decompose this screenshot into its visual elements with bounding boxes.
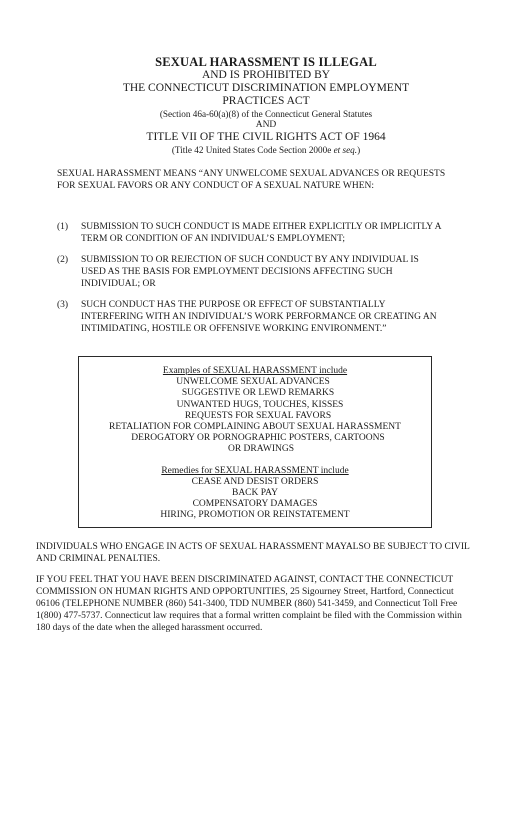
list-item-number: (3)	[57, 300, 69, 310]
list-item-number: (1)	[57, 222, 69, 232]
list-item-text: SUBMISSION TO OR REJECTION OF SUCH CONDUCT BY ANY INDIVIDUAL IS USED AS THE BASIS FOR EMPLOYMENT DECISIONS AFFECTING SUCH INDIVIDUAL; OR	[81, 255, 419, 289]
list-item-text: SUCH CONDUCT HAS THE PURPOSE OR EFFECT OF SUBSTANTIALLY INTERFERING WITH AN INDIVIDUAL’S WORK PERFORMANCE OR CREATING AN INTIMIDATING, HOSTILE OR OFFENSIVE WORKING ENVIRONMENT.”	[81, 300, 437, 334]
header-line-act-name: THE CONNECTICUT DISCRIMINATION EMPLOYMENT	[122, 82, 410, 94]
list-item	[57, 221, 467, 245]
poster-header	[60, 56, 472, 156]
example-item: UNWANTED HUGS, TOUCHES, KISSES	[176, 399, 344, 410]
example-item: DEROGATORY OR PORNOGRAPHIC POSTERS, CARTOONS	[131, 433, 385, 444]
list-item-number: (2)	[57, 255, 69, 265]
remedy-item: CEASE AND DESIST ORDERS	[191, 476, 319, 487]
examples-heading: Examples of SEXUAL HARASSMENT include	[162, 366, 348, 376]
header-line-and: AND	[255, 120, 277, 130]
header-line-prohibited: AND IS PROHIBITED BY	[201, 69, 331, 81]
header-line-title-vii: TITLE VII OF THE CIVIL RIGHTS ACT OF 1964	[146, 131, 386, 143]
penalties-paragraph: INDIVIDUALS WHO ENGAGE IN ACTS OF SEXUAL HARASSMENT MAYALSO BE SUBJECT TO CIVIL AND CRIMINAL PENALTIES.	[36, 542, 470, 564]
example-item: SUGGESTIVE OR LEWD REMARKS	[181, 388, 335, 399]
remedies-heading: Remedies for SEXUAL HARASSMENT include	[161, 465, 349, 476]
list-item	[57, 254, 467, 290]
definition-paragraph: SEXUAL HARASSMENT MEANS “ANY UNWELCOME SEXUAL ADVANCES OR REQUESTS FOR SEXUAL FAVORS OR ANY CONDUCT OF A SEXUAL NATURE WHEN:	[57, 169, 446, 191]
list-item-text: SUBMISSION TO SUCH CONDUCT IS MADE EITHER EXPLICITLY OR IMPLICITLY A TERM OR CONDITION OF AN INDIVIDUAL’S EMPLOYMENT;	[81, 222, 441, 244]
usc-prefix: (Title 42 United States Code Section 2000e	[171, 145, 334, 155]
remedy-item: COMPENSATORY DAMAGES	[192, 499, 318, 510]
box-spacer	[79, 456, 431, 466]
remedy-item: BACK PAY	[231, 488, 279, 499]
remedy-item: HIRING, PROMOTION OR REINSTATEMENT	[160, 510, 350, 521]
usc-italic: et seq.	[333, 145, 358, 155]
header-line-usc	[60, 144, 472, 156]
example-item: UNWELCOME SEXUAL ADVANCES	[176, 377, 330, 388]
example-item: OR DRAWINGS	[227, 444, 294, 455]
example-item: RETALIATION FOR COMPLAINING ABOUT SEXUAL HARASSMENT	[109, 422, 401, 433]
usc-suffix: )	[357, 145, 361, 155]
example-item: REQUESTS FOR SEXUAL FAVORS	[184, 410, 332, 421]
header-line-statute: (Section 46a-60(a)(8) of the Connecticut General Statutes	[159, 109, 373, 119]
contact-paragraph: IF YOU FEEL THAT YOU HAVE BEEN DISCRIMINATED AGAINST, CONTACT THE CONNECTICUT COMMISSION ON HUMAN RIGHTS AND OPPORTUNITIES, 25 Sigourney Street, Hartford, Connecticut 06106 (TELEPHONE NUMBER (860) 541-3400, TDD NUMBER (860) 541-3459, and Connecticut Toll Free 1(800) 477-5737. Connecticut law requires that a formal written complaint be filed with the Commission within 180 days of the date when the alleged harassment occurred.	[36, 575, 462, 633]
examples-remedies-box	[78, 356, 432, 528]
list-item	[57, 299, 467, 335]
header-line-practices-act: PRACTICES ACT	[222, 95, 310, 107]
poster-title: SEXUAL HARASSMENT IS ILLEGAL	[155, 55, 377, 69]
